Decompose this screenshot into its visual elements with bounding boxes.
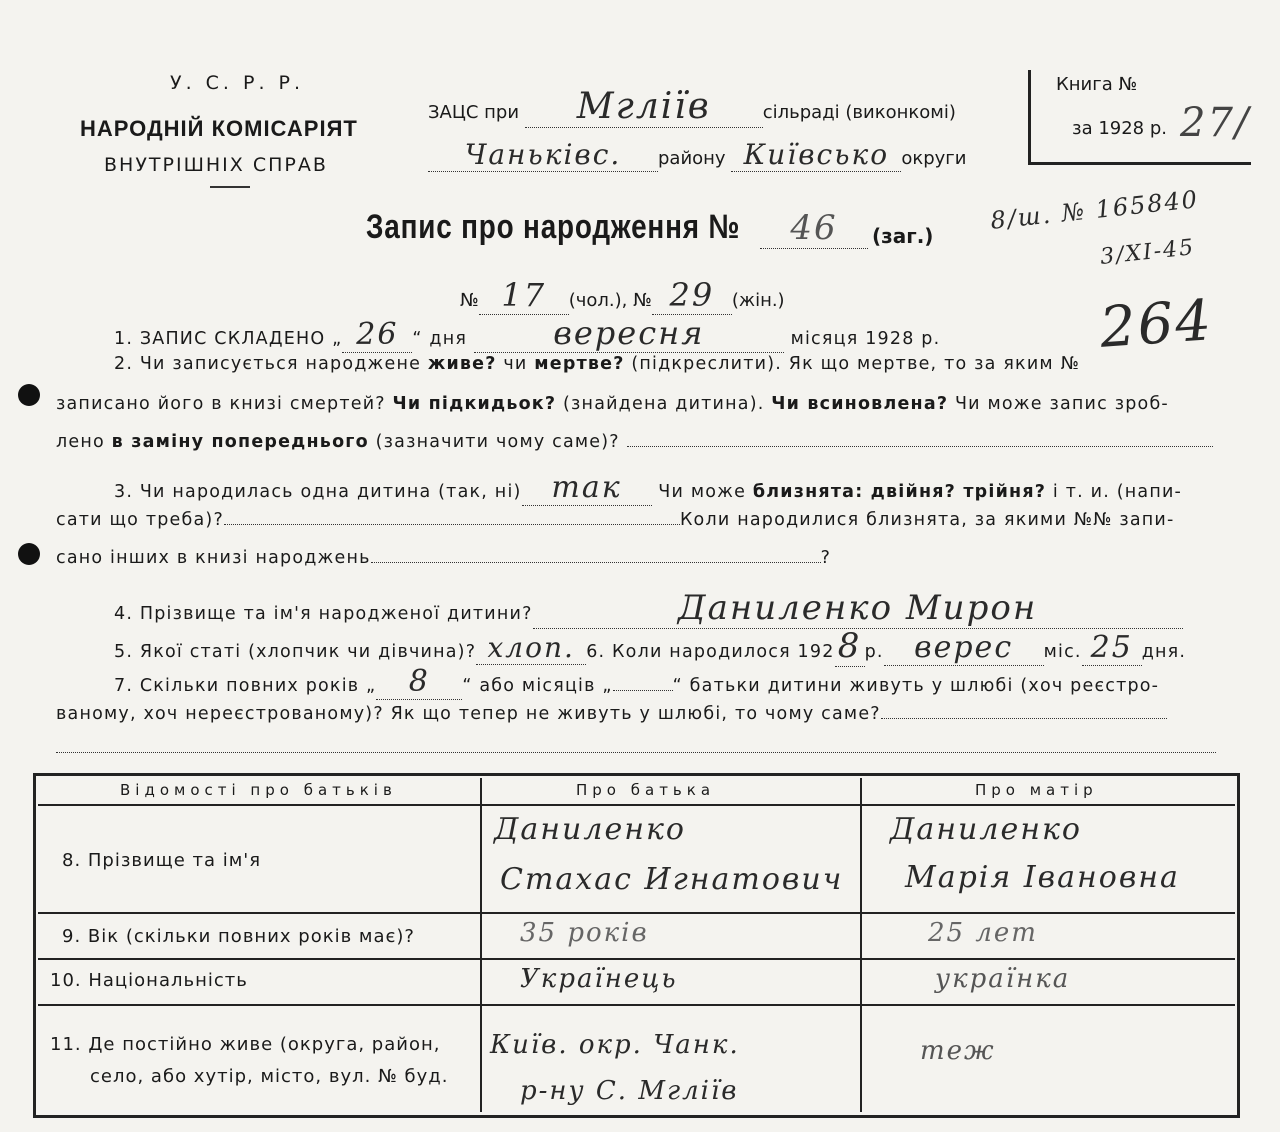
punch-hole-bottom [18, 543, 40, 565]
punch-hole-top [18, 384, 40, 406]
item-7-line-b: ваному, хоч нереєстрованому)? Як що тепер не живуть у шлюбі, то чому саме? [56, 704, 1167, 724]
annotation-ref-hw: 8/ш. № 165840 [989, 185, 1201, 235]
table-header-info: Відомості про батьків [120, 781, 397, 799]
birth-day-hw: 25 [1082, 630, 1142, 666]
birth-year-hw: 8 [835, 626, 865, 667]
female-number-hw: 29 [652, 276, 732, 315]
zags-line-1 [428, 86, 956, 128]
zags-okruha-hw: Київсько [731, 138, 901, 172]
male-number-hw: 17 [479, 276, 569, 315]
birth-month-hw: верес [884, 630, 1044, 666]
book-year: за 1928 р. [1072, 118, 1168, 139]
item-1-line: 1. ЗАПИС СКЛАДЕНО „ 26 “ дня вересня місяця 1928 р. [114, 314, 941, 352]
item-3-line-b: сати що треба)? Коли народилися близнята, за якими №№ запи- [56, 510, 1175, 530]
row-residence-label-1: 11. Де постійно живе (округа, район, [50, 1034, 441, 1055]
header-rule [210, 186, 250, 188]
book-label: Книга № [1056, 74, 1138, 95]
header-state: У. С. Р. Р. [170, 72, 305, 94]
marriage-years-hw: 8 [376, 664, 462, 700]
record-day-hw: 26 [342, 317, 412, 353]
row-name-label: 8. Прізвище та ім'я [62, 850, 262, 871]
father-nationality-hw: Українець [520, 964, 678, 994]
item-2-line-c: лено в заміну попереднього (зазначити чому саме)? [56, 432, 1213, 452]
item-5-line: 5. Якої статі (хлопчик чи дівчина)? хлоп. 6. Коли народилося 1928 р. верес міс. 25 дня. [114, 626, 1187, 666]
annotation-sign-hw: 264 [1097, 288, 1216, 361]
zags-line-2 [428, 138, 966, 172]
zags-district-hw: Чаньківс. [428, 138, 658, 172]
father-surname-hw: Даниленко [494, 812, 686, 847]
item-3-line-c: сано інших в книзі народжень ? [56, 548, 832, 568]
row-nationality-label: 10. Національність [50, 970, 248, 991]
annotation-date-hw: 3/XI-45 [1098, 235, 1197, 270]
row-residence-label-2: село, або хутір, місто, вул. № буд. [90, 1066, 449, 1087]
zags-okruha-suffix: округи [901, 148, 967, 169]
item-2-line-b: записано його в книзі смертей? Чи підкидьок? (знайдена дитина). Чи всиновлена? Чи може запис зроб- [56, 394, 1169, 414]
row-age-label: 9. Вік (скільки повних років має)? [62, 926, 415, 947]
zags-village-suffix: сільраді (виконкомі) [762, 102, 956, 123]
zags-district-suffix: району [658, 148, 726, 169]
child-sex-hw: хлоп. [476, 631, 586, 665]
header-department: ВНУТРІШНІХ СПРАВ [104, 154, 328, 176]
record-zag: (заг.) [872, 224, 934, 248]
record-month-hw: вересня [474, 314, 784, 353]
item-2-line: 2. Чи записується народжене живе? чи мертве? (підкреслити). Як що мертве, то за яким № [114, 354, 1080, 374]
table-header-father: Про батька [576, 781, 716, 799]
zags-prefix: ЗАЦС при [428, 102, 520, 123]
mother-name-hw: Марія Івановна [905, 860, 1180, 895]
record-sub-numbers: № 17 (чол.), № 29 (жін.) [460, 276, 785, 314]
mother-surname-hw: Даниленко [890, 812, 1082, 847]
father-residence-hw-2: р-ну С. Мгліїв [520, 1076, 739, 1106]
record-title: Запис про народження № [366, 208, 741, 246]
table-header-mother: Про матір [975, 781, 1098, 799]
header-commissariat: НАРОДНІЙ КОМІСАРІЯТ [80, 116, 358, 141]
father-name-hw: Стахас Игнатович [500, 862, 844, 897]
item-3-line: 3. Чи народилась одна дитина (так, ні) так Чи може близнята: двійня? трійня? і т. и. (напи- [114, 470, 1183, 505]
mother-age-hw: 25 лет [928, 918, 1038, 948]
zags-village-hw: Мгліїв [525, 86, 763, 128]
father-residence-hw-1: Київ. окр. Чанк. [490, 1030, 740, 1060]
child-name-hw: Даниленко Мирон [533, 588, 1183, 629]
father-age-hw: 35 років [520, 918, 649, 948]
item-7-line: 7. Скільки повних років „ 8 “ або місяців „ “ батьки дитини живуть у шлюбі (хоч реєстро- [114, 664, 1160, 699]
book-number-hw: 27/ [1180, 100, 1251, 146]
record-number-hw: 46 [760, 208, 868, 249]
mother-nationality-hw: українка [935, 964, 1071, 994]
mother-residence-hw: теж [920, 1036, 996, 1066]
single-child-hw: так [522, 470, 652, 506]
item-4-line: 4. Прізвище та ім'я народженої дитини? Даниленко Мирон [114, 588, 1183, 629]
item-7-line-c [56, 752, 1216, 753]
